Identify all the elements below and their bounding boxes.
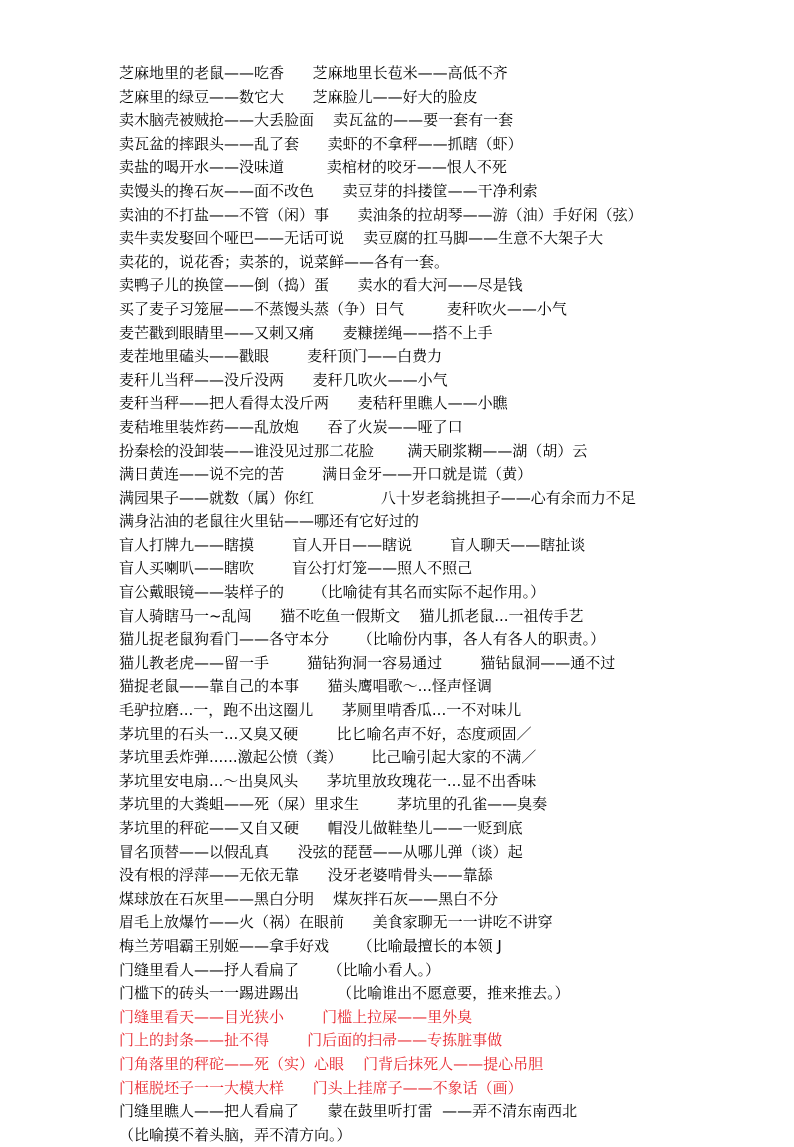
text-line: 猫儿教老虎——留一手 猫钻狗洞一容易通过 猫钻鼠洞——通不过	[119, 653, 616, 672]
text-line: 茅坑里的秤砣——又自又硬 帽没儿做鞋垫儿——一贬到底	[119, 819, 523, 837]
text-line: 麦秆当秤——把人看得太没斤两 麦秸秆里瞧人——小瞧	[119, 394, 508, 413]
text-line: 卖盐的喝开水——没味道 卖棺材的咬牙——恨人不死	[119, 158, 507, 177]
text-line: 麦芒戳到眼睛里——又刺又痛 麦糠搓绳——搭不上手	[119, 323, 493, 342]
text-line: 茅坑里的石头一...又臭又硬 比匕喻名声不好，态度顽固／	[119, 724, 532, 743]
text-line: 卖瓦盆的摔跟头——乱了套 卖虾的不拿秤——抓瞎（虾）	[119, 134, 523, 153]
text-line: 茅坑里丢炸弹......激起公愤（粪） 比己喻引起大家的不满／	[119, 748, 537, 767]
text-line: （比喻摸不着头脑，弄不清方向。）	[119, 1125, 352, 1144]
text-line: 盲人打牌九——瞎摸 盲人开日——瞎说 盲人聊天——瞎扯谈	[119, 535, 586, 554]
text-line: 买了麦子习笼屉——不蒸馒头蒸（争）日气 麦秆吹火——小气	[119, 299, 567, 318]
text-line: 满日黄连——说不完的苦 满日金牙——开口就是谎（黄）	[119, 465, 533, 484]
text-line: 芝麻里的绿豆——数它大 芝麻脸儿——好大的脸皮	[119, 87, 478, 106]
text-line: 盲公戴眼镜——装样子的 （比喻徒有其名而实际不起作用。）	[119, 583, 546, 602]
text-line: 门缝里看人——抒人看扁了 （比喻小看人。）	[119, 960, 441, 979]
text-line: 门框脱坯子一一大模大样 门头上挂席子——不象话（画）	[119, 1078, 523, 1097]
text-line: 芝麻地里的老鼠——吃香 芝麻地里长苞米——高低不齐	[119, 64, 508, 82]
text-line: 满身沾油的老鼠往火里钻——哪还有它好过的	[119, 512, 420, 531]
text-line: 门缝里瞧人——把人看扁了 蒙在鼓里听打雷 ——弄不清东南西北	[119, 1102, 578, 1121]
text-line: 眉毛上放爆竹——火（祸）在眼前 美食家聊无一一讲吃不讲穿	[119, 913, 553, 932]
text-line: 卖木脑壳被贼抢——大丢脸面 卖瓦盆的——要一套有一套	[119, 111, 514, 130]
text-line: 门缝里看天——目光狭小 门槛上拉屎——里外臭	[119, 1007, 473, 1026]
text-line: 没有根的浮萍——无依无靠 没牙老婆啃骨头——靠舔	[119, 866, 493, 885]
text-line: 卖鸭子儿的换筐——倒（捣）蛋 卖水的看大河——尽是钱	[119, 276, 523, 295]
text-line: 毛驴拉磨...一，跑不出这圈儿 茅厕里啃香瓜...一不对味儿	[119, 701, 522, 720]
text-line: 门角落里的秤砣——死（实）心眼 门背后抹死人——提心吊胆	[119, 1054, 544, 1073]
text-line: 盲人买喇叭——瞎吹 盲公打灯笼——照人不照己	[119, 559, 473, 578]
text-line: 梅兰芳唱霸王别姬——拿手好戏 （比喻最擅长的本领 J	[119, 936, 502, 955]
text-line: 扮秦桧的没卸装——谁没见过那二花脸 满天刷浆糊——湖（胡）云	[119, 441, 588, 460]
text-line: 门槛下的砖头一一踢进踢出 （比喻谁出不愿意要，推来推去。）	[119, 984, 570, 1003]
text-line: 卖牛卖发娶回个哑巴——无话可说 卖豆腐的扛马脚——生意不大架子大	[119, 229, 604, 248]
text-line: 麦茬地里磕头——戳眼 麦秆顶门——白费力	[119, 347, 443, 366]
text-line: 门上的封条——扯不得 门后面的扫帚——专拣脏事做	[119, 1031, 503, 1050]
text-line: 盲人骑瞎马一~乱闯 猫不吃鱼一假斯文 猫儿抓老鼠...一祖传手艺	[119, 606, 584, 625]
text-line: 卖馒头的搀石灰——面不改色 卖豆芽的抖搂筐——干净利索	[119, 181, 538, 200]
text-line: 冒名顶替——以假乱真 没弦的琵琶——从哪儿弹（谈）起	[119, 842, 523, 861]
text-line: 麦秸堆里装炸药——乱放炮 吞了火炭——哑了口	[119, 417, 463, 436]
text-line: 茅坑里安电扇...～出臭风头 茅坑里放玫瑰花一...显不出香味	[119, 771, 537, 790]
text-line: 猫捉老鼠——靠自己的本事 猫头鹰唱歌～...怪声怪调	[119, 677, 492, 696]
text-line: 煤球放在石灰里——黑白分明 煤灰拌石灰——黑白不分	[119, 889, 499, 908]
text-line: 卖油的不打盐——不管（闲）事 卖油条的拉胡琴——游（油）手好闲（弦）	[119, 205, 643, 224]
text-line: 卖花的，说花香；卖茶的，说菜鲜——各有一套。	[119, 252, 450, 271]
text-line: 满园果子——就数（属）你红 八十岁老翁挑担子——心有余而力不足	[119, 488, 636, 507]
text-line: 麦秆儿当秤——没斤没两 麦秆几吹火——小气	[119, 370, 448, 389]
text-line: 猫儿捉老鼠狗看门——各守本分 （比喻份内事，各人有各人的职责。）	[119, 630, 606, 649]
text-line: 茅坑里的大粪蛆——死（屎）里求生 茅坑里的孔雀——臭奏	[119, 795, 548, 814]
document-page	[119, 62, 759, 1147]
